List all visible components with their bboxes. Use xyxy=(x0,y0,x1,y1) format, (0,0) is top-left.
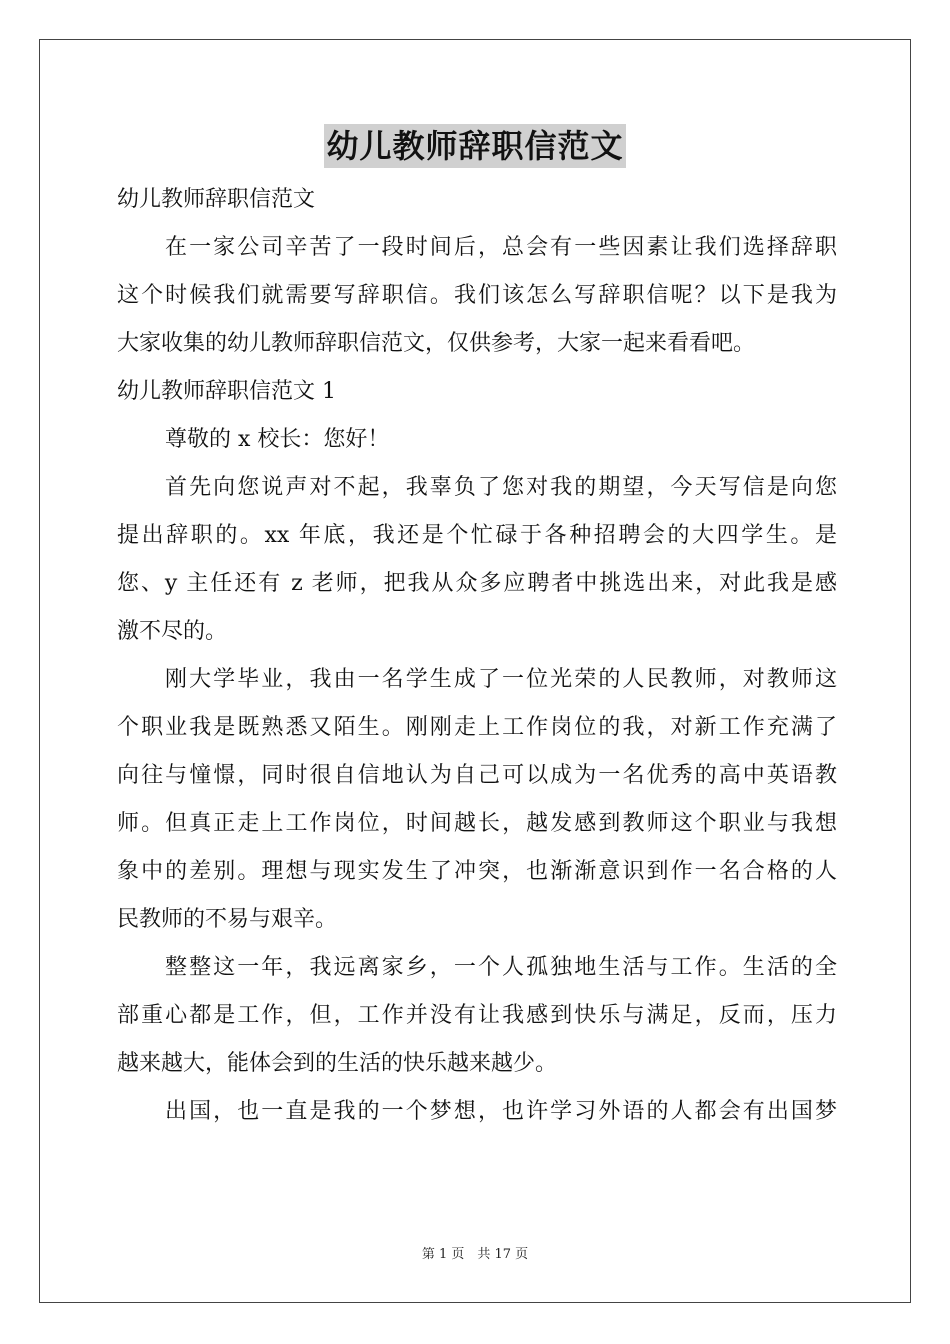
body-text-line: 幼儿教师辞职信范文 xyxy=(117,187,316,212)
body-text-line: 幼儿教师辞职信范文 1 xyxy=(117,379,336,404)
page-footer: 第 1 页 共 17 页 xyxy=(421,1247,529,1262)
document-title: 幼儿教师辞职信范文 xyxy=(324,124,625,168)
body-text-line: 部重心都是工作，但，工作并没有让我感到快乐与满足，反而，压力 xyxy=(117,1003,837,1028)
body-text-line: 象中的差别。理想与现实发生了冲突，也渐渐意识到作一名合格的人 xyxy=(117,859,837,884)
body-text-line: 提出辞职的。xx 年底，我还是个忙碌于各种招聘会的大四学生。是 xyxy=(117,523,837,548)
body-text-line: 出国，也一直是我的一个梦想，也许学习外语的人都会有出国梦 xyxy=(165,1099,837,1124)
title-container xyxy=(0,124,950,168)
body-text-line: 在一家公司辛苦了一段时间后，总会有一些因素让我们选择辞职 xyxy=(165,235,837,260)
body-text-line: 整整这一年，我远离家乡，一个人孤独地生活与工作。生活的全 xyxy=(165,955,837,980)
document-body xyxy=(117,176,837,1136)
body-text-line: 师。但真正走上工作岗位，时间越长，越发感到教师这个职业与我想 xyxy=(117,811,837,836)
body-text-line: 这个时候我们就需要写辞职信。我们该怎么写辞职信呢？以下是我为 xyxy=(117,283,837,308)
body-text-line: 激不尽的。 xyxy=(117,619,228,644)
body-text-line: 民教师的不易与艰辛。 xyxy=(117,907,338,932)
body-text-line: 个职业我是既熟悉又陌生。刚刚走上工作岗位的我，对新工作充满了 xyxy=(117,715,837,740)
body-text-line: 大家收集的幼儿教师辞职信范文，仅供参考，大家一起来看看吧。 xyxy=(117,331,756,356)
body-text-line: 尊敬的 x 校长：您好！ xyxy=(165,427,390,452)
body-text-line: 越来越大，能体会到的生活的快乐越来越少。 xyxy=(117,1051,558,1076)
body-text-line: 刚大学毕业，我由一名学生成了一位光荣的人民教师，对教师这 xyxy=(165,667,837,692)
body-text-line: 您、y 主任还有 z 老师，把我从众多应聘者中挑选出来，对此我是感 xyxy=(117,571,837,596)
body-text-line: 向往与憧憬，同时很自信地认为自己可以成为一名优秀的高中英语教 xyxy=(117,763,837,788)
body-text-line: 首先向您说声对不起，我辜负了您对我的期望，今天写信是向您 xyxy=(165,475,837,500)
